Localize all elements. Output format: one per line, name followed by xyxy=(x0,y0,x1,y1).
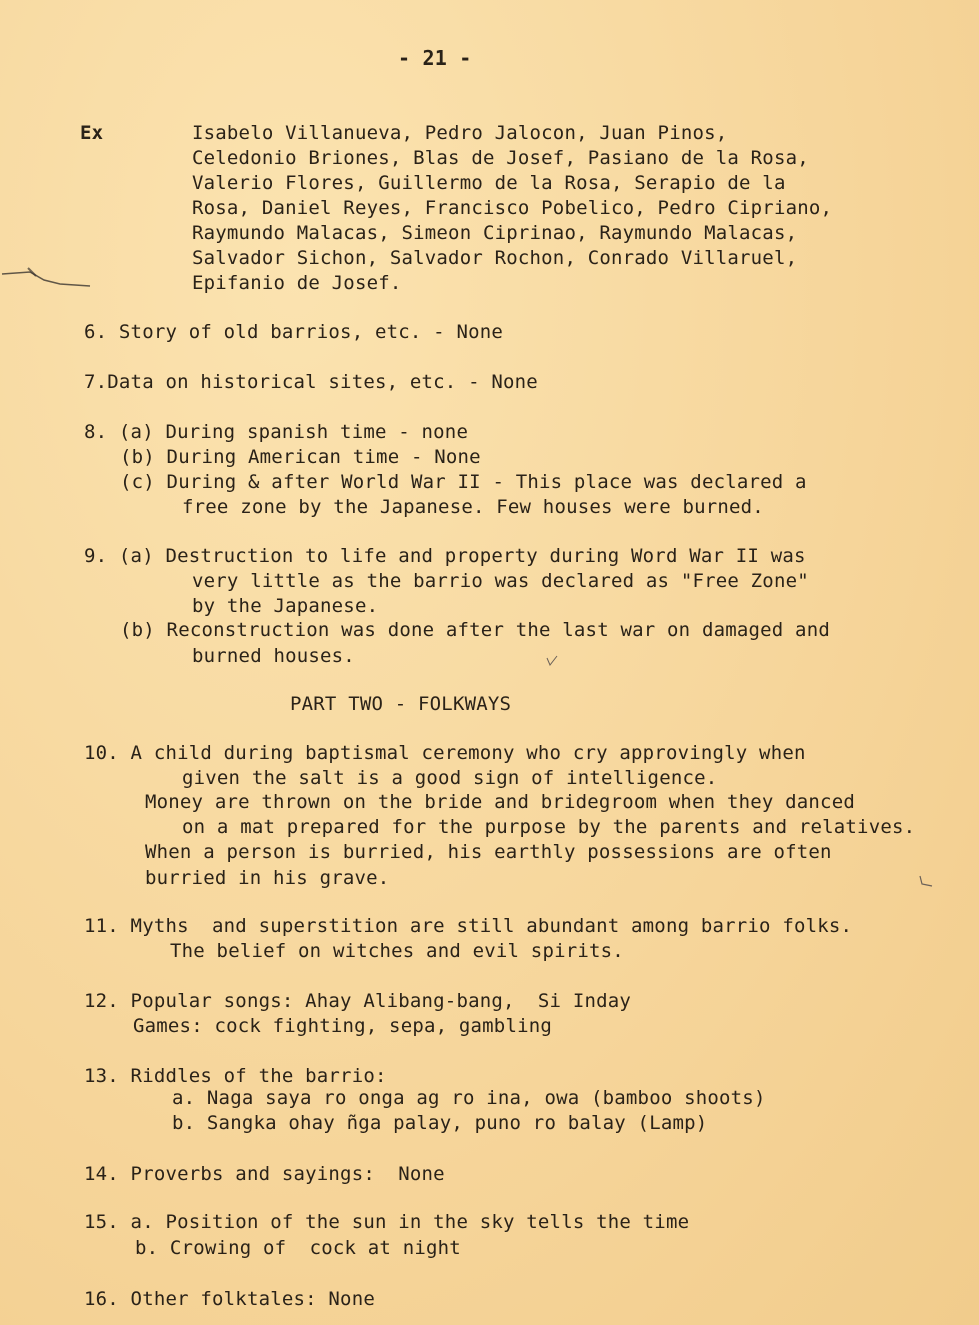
item-7: 7.Data on historical sites, etc. - None xyxy=(84,371,538,393)
item-8-c: (c) During & after World War II - This place was declared a xyxy=(120,471,807,493)
item-9-a: 9. (a) Destruction to life and property during Word War II was xyxy=(84,545,806,567)
riddle-a: a. Naga saya ro onga ag ro ina, owa (bamboo shoots) xyxy=(172,1087,766,1109)
pencil-tick-icon xyxy=(545,654,559,668)
names-line: Epifanio de Josef. xyxy=(192,272,402,294)
item-8-a: 8. (a) During spanish time - none xyxy=(84,421,469,443)
item-12-line: Games: cock fighting, sepa, gambling xyxy=(133,1015,553,1037)
names-line: Raymundo Malacas, Simeon Ciprinao, Raymundo Malacas, xyxy=(192,222,798,244)
item-15-line: b. Crowing of cock at night xyxy=(135,1237,461,1259)
item-10-line: When a person is burried, his earthly possessions are often xyxy=(145,841,832,863)
item-10-line: burried in his grave. xyxy=(145,867,390,889)
item-8-c-cont: free zone by the Japanese. Few houses were burned. xyxy=(182,496,764,518)
item-10-line: given the salt is a good sign of intelligence. xyxy=(182,767,718,789)
ex-mark: Ex xyxy=(80,122,104,144)
item-10-line: 10. A child during baptismal ceremony who cry approvingly when xyxy=(84,742,806,764)
names-line: Celedonio Briones, Blas de Josef, Pasiano de la Rosa, xyxy=(192,147,809,169)
item-10-line: Money are thrown on the bride and bridegroom when they danced xyxy=(145,791,855,813)
item-6: 6. Story of old barrios, etc. - None xyxy=(84,321,504,343)
names-line: Isabelo Villanueva, Pedro Jalocon, Juan Pinos, xyxy=(192,122,728,144)
item-16: 16. Other folktales: None xyxy=(84,1288,375,1310)
riddle-b: b. Sangka ohay ñga palay, puno ro balay (Lamp) xyxy=(172,1112,708,1134)
item-10-line: on a mat prepared for the purpose by the parents and relatives. xyxy=(182,816,916,838)
item-8-b: (b) During American time - None xyxy=(120,446,481,468)
item-9-a-cont: by the Japanese. xyxy=(192,595,379,617)
names-line: Salvador Sichon, Salvador Rochon, Conrado Villaruel, xyxy=(192,247,798,269)
item-12-line: 12. Popular songs: Ahay Alibang-bang, Si Inday xyxy=(84,990,632,1012)
item-9-b: (b) Reconstruction was done after the last war on damaged and xyxy=(120,619,830,641)
pencil-tick-icon xyxy=(918,874,934,888)
names-line: Rosa, Daniel Reyes, Francisco Pobelico, Pedro Cipriano, xyxy=(192,197,833,219)
item-9-a-cont: very little as the barrio was declared as "Free Zone" xyxy=(192,570,809,592)
page-number: - 21 - xyxy=(398,46,472,70)
pencil-mark-icon xyxy=(0,262,100,292)
names-line: Valerio Flores, Guillermo de la Rosa, Serapio de la xyxy=(192,172,786,194)
item-15-line: 15. a. Position of the sun in the sky tells the time xyxy=(84,1211,690,1233)
item-11-line: 11. Myths and superstition are still abundant among barrio folks. xyxy=(84,915,853,937)
part-two-heading: PART TWO - FOLKWAYS xyxy=(290,693,512,715)
item-13-line: 13. Riddles of the barrio: xyxy=(84,1065,387,1087)
item-11-line: The belief on witches and evil spirits. xyxy=(170,940,624,962)
item-14: 14. Proverbs and sayings: None xyxy=(84,1163,445,1185)
item-9-b-cont: burned houses. xyxy=(192,645,355,667)
